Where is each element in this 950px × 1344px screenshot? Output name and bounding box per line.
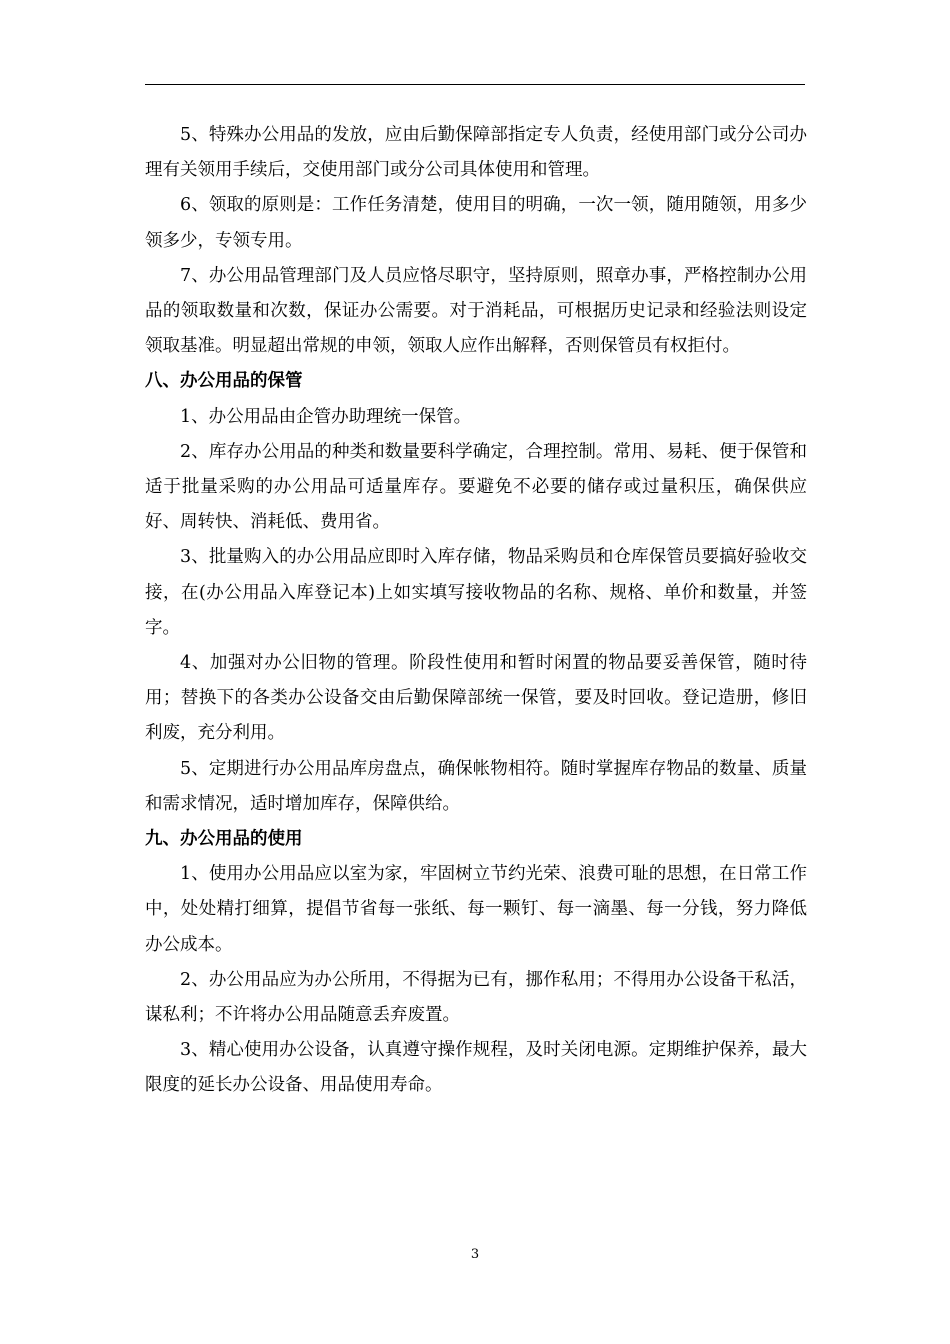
paragraph-storage-5: 5、定期进行办公用品库房盘点，确保帐物相符。随时掌握库存物品的数量、质量和需求情况，适时增加库存，保障供给。 bbox=[145, 758, 807, 814]
document-body bbox=[145, 118, 807, 1104]
paragraph-storage-4: 4、加强对办公旧物的管理。阶段性使用和暂时闲置的物品要妥善保管，随时待用；替换下的各类办公设备交由后勤保障部统一保管，要及时回收。登记造册，修旧利废，充分利用。 bbox=[145, 653, 807, 744]
paragraph-collection-principle: 6、领取的原则是：工作任务清楚，使用目的明确，一次一领，随用随领，用多少领多少，专领专用。 bbox=[145, 195, 807, 251]
paragraph-usage-2: 2、办公用品应为办公所用，不得据为已有，挪作私用；不得用办公设备干私活，谋私利；不许将办公用品随意丢弃废置。 bbox=[145, 969, 807, 1026]
page-number: 3 bbox=[470, 1247, 480, 1262]
paragraph-storage-1: 1、办公用品由企管办助理统一保管。 bbox=[180, 406, 472, 427]
paragraph-usage-3: 3、精心使用办公设备，认真遵守操作规程，及时关闭电源。定期维护保养，最大限度的延长办公设备、用品使用寿命。 bbox=[145, 1040, 807, 1096]
paragraph-storage-3: 3、批量购入的办公用品应即时入库存储，物品采购员和仓库保管员要搞好验收交接，在(办公用品入库登记本)上如实填写接收物品的名称、规格、单价和数量，并签字。 bbox=[145, 547, 807, 638]
section-heading-usage: 九、办公用品的使用 bbox=[145, 829, 303, 850]
paragraph-management-duty: 7、办公用品管理部门及人员应恪尽职守，坚持原则，照章办事，严格控制办公用品的领取数量和次数，保证办公需要。对于消耗品，可根据历史记录和经验法则设定领取基准。明显超出常规的申领，领取人应作出解释，否则保管员有权拒付。 bbox=[145, 265, 807, 357]
paragraph-issue-special: 5、特殊办公用品的发放，应由后勤保障部指定专人负责，经使用部门或分公司办理有关领用手续后，交使用部门或分公司具体使用和管理。 bbox=[145, 125, 807, 181]
paragraph-storage-2: 2、库存办公用品的种类和数量要科学确定，合理控制。常用、易耗、便于保管和适于批量采购的办公用品可适量库存。要避免不必要的储存或过量积压，确保供应好、周转快、消耗低、费用省。 bbox=[145, 441, 807, 533]
section-heading-storage: 八、办公用品的保管 bbox=[145, 371, 303, 392]
header-rule bbox=[145, 84, 805, 85]
paragraph-usage-1: 1、使用办公用品应以室为家，牢固树立节约光荣、浪费可耻的思想，在日常工作中，处处精打细算，提倡节省每一张纸、每一颗钉、每一滴墨、每一分钱，努力降低办公成本。 bbox=[145, 864, 807, 955]
